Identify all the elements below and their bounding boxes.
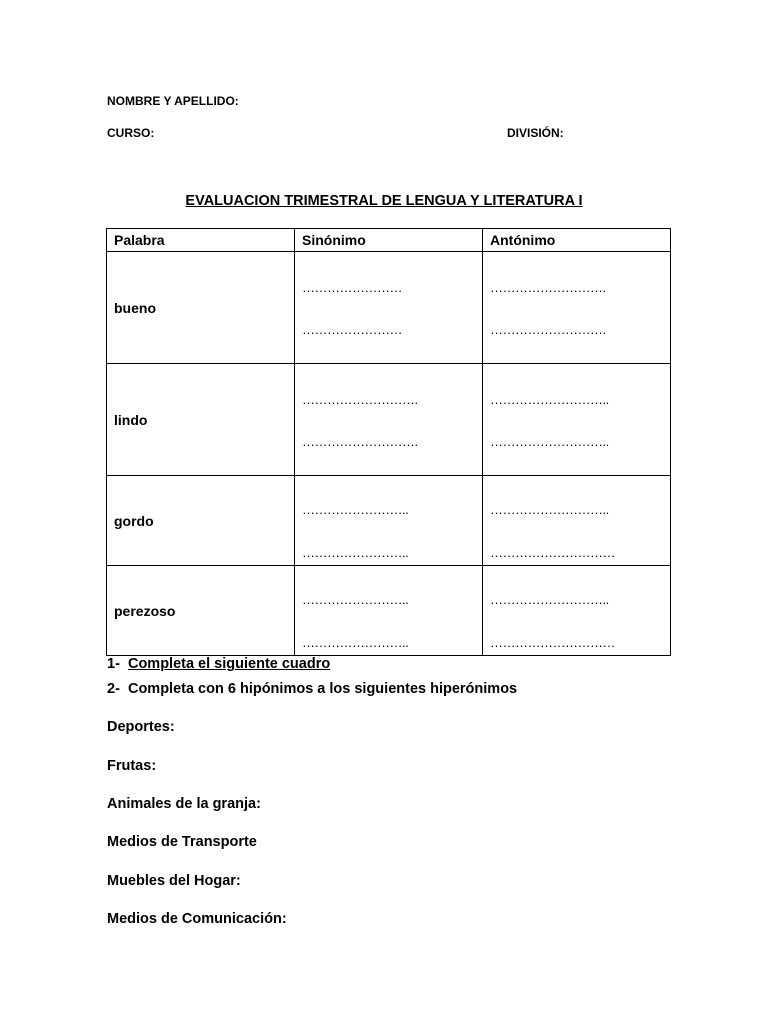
category-medios-transporte: Medios de Transporte (107, 834, 257, 850)
category-medios-comunicacion: Medios de Comunicación: (107, 911, 287, 927)
synonym-cell[interactable] (295, 364, 483, 476)
table-row (107, 252, 671, 364)
instruction-text: Completa con 6 hipónimos a los siguientes hiperónimos (127, 681, 518, 697)
column-header-sinonimo: Sinónimo (295, 229, 483, 252)
answer-blank: …………………… (302, 280, 402, 295)
page-title: EVALUACION TRIMESTRAL DE LENGUA Y LITERATURA I (185, 193, 583, 209)
instruction-number: 1- (107, 656, 120, 672)
answer-blank: ……………………….. (490, 592, 609, 607)
word-cell: perezoso (107, 566, 295, 656)
table-row (107, 364, 671, 476)
answer-blank: ………………………. (490, 322, 606, 337)
answer-blank: ………………………. (302, 392, 418, 407)
answer-blank: ………………………… (490, 635, 615, 650)
instruction-number: 2- (107, 681, 120, 697)
synonym-antonym-table (106, 228, 671, 656)
table-row (107, 476, 671, 566)
answer-blank: ……………………….. (490, 392, 609, 407)
answer-blank: ………………………. (490, 280, 606, 295)
answer-blank: ………………………. (302, 434, 418, 449)
word-cell: lindo (107, 364, 295, 476)
category-animales-granja: Animales de la granja: (107, 796, 261, 812)
table-row (107, 566, 671, 656)
antonym-cell[interactable] (483, 252, 671, 364)
antonym-cell[interactable] (483, 476, 671, 566)
division-label: DIVISIÓN: (507, 126, 564, 140)
table-header-row (107, 229, 671, 252)
answer-blank: …………………… (302, 322, 402, 337)
answer-blank: ………………………… (490, 545, 615, 560)
answer-blank: ……………………….. (490, 502, 609, 517)
synonym-cell[interactable] (295, 476, 483, 566)
category-deportes: Deportes: (107, 719, 175, 735)
answer-blank: …………………….. (302, 502, 409, 517)
antonym-cell[interactable] (483, 364, 671, 476)
answer-blank: …………………….. (302, 545, 409, 560)
instruction-text: Completa el siguiente cuadro (127, 656, 331, 672)
answer-blank: ……………………….. (490, 434, 609, 449)
instruction-2 (107, 681, 517, 697)
synonym-cell[interactable] (295, 566, 483, 656)
curso-label: CURSO: (107, 126, 155, 140)
column-header-palabra: Palabra (107, 229, 295, 252)
answer-blank: …………………….. (302, 635, 409, 650)
instruction-1 (107, 656, 330, 672)
synonym-cell[interactable] (295, 252, 483, 364)
word-cell: bueno (107, 252, 295, 364)
answer-blank: …………………….. (302, 592, 409, 607)
column-header-antonimo: Antónimo (483, 229, 671, 252)
nombre-apellido-label: NOMBRE Y APELLIDO: (107, 94, 239, 108)
antonym-cell[interactable] (483, 566, 671, 656)
category-frutas: Frutas: (107, 758, 157, 774)
word-cell: gordo (107, 476, 295, 566)
category-muebles-hogar: Muebles del Hogar: (107, 873, 241, 889)
